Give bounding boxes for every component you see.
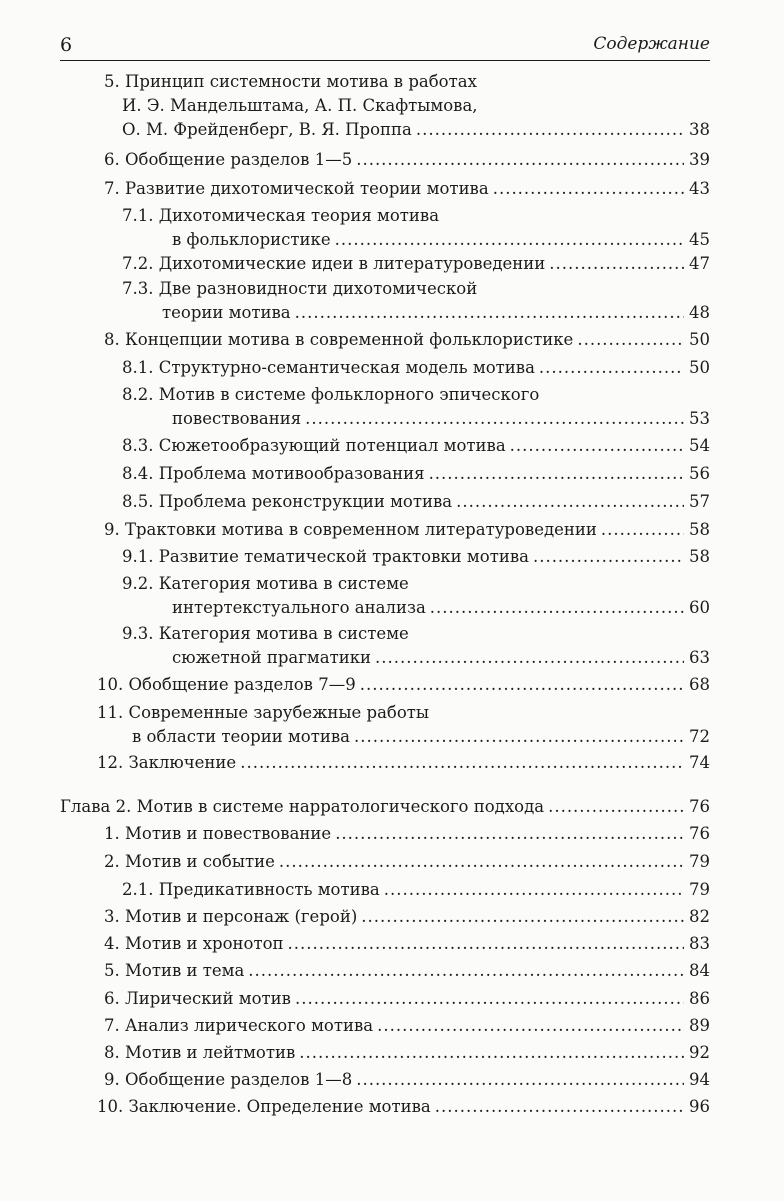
toc-entry <box>104 1014 710 1038</box>
dot-leader <box>577 328 684 352</box>
dot-leader <box>288 932 684 956</box>
toc-entry <box>104 328 710 352</box>
toc-page-number: 39 <box>689 150 710 169</box>
toc-page-number: 57 <box>689 492 710 511</box>
toc-entry-line: 8.2. Мотив в системе фольклорного эпического <box>122 385 540 404</box>
dot-leader <box>510 434 684 458</box>
toc-entry <box>122 277 710 325</box>
toc-page-number: 58 <box>689 520 710 539</box>
toc-page-number: 74 <box>689 753 710 772</box>
toc-entry-title: 8. Мотив и лейтмотив <box>104 1043 296 1062</box>
toc-page-number: 63 <box>689 648 710 667</box>
toc-page-number: 50 <box>689 358 710 377</box>
toc-entry-title: 5. Мотив и тема <box>104 961 245 980</box>
toc-page-number: 92 <box>689 1043 710 1062</box>
toc-entry-line: 7.1. Дихотомическая теория мотива <box>122 206 440 225</box>
toc-entry <box>104 959 710 983</box>
dot-leader <box>361 905 684 929</box>
toc-entry-title: О. М. Фрейденберг, В. Я. Проппа <box>122 120 412 139</box>
toc-entry <box>104 70 710 142</box>
toc-entry <box>104 822 710 846</box>
toc-entry-title: 7.2. Дихотомические идеи в литературоведении <box>122 254 546 273</box>
toc-entry-line: 11. Современные зарубежные работы <box>97 703 430 722</box>
toc-page-number: 83 <box>689 934 710 953</box>
toc-page-number: 45 <box>689 230 710 249</box>
toc-entry <box>104 932 710 956</box>
dot-leader <box>384 878 684 902</box>
toc-entry-title: 8.1. Структурно-семантическая модель мотива <box>122 358 535 377</box>
dot-leader <box>299 1041 684 1065</box>
toc-entry-title: 8.4. Проблема мотивообразования <box>122 464 425 483</box>
toc-entry-title: интертекстуального анализа <box>172 598 426 617</box>
dot-leader <box>248 959 684 983</box>
toc-entry <box>122 434 710 458</box>
toc-entry-line: 9.3. Категория мотива в системе <box>122 624 409 643</box>
toc-entry-title: в области теории мотива <box>132 727 350 746</box>
toc-page-number: 76 <box>689 824 710 843</box>
toc-entry-line: 9.2. Категория мотива в системе <box>122 574 409 593</box>
toc-entry-line: 5. Принцип системности мотива в работах <box>104 72 477 91</box>
dot-leader <box>533 545 684 569</box>
toc-entry <box>122 462 710 486</box>
toc-entry-title: 8.5. Проблема реконструкции мотива <box>122 492 453 511</box>
toc-entry-title: сюжетной прагматики <box>172 648 371 667</box>
toc-entry <box>97 701 710 749</box>
toc-entry-title: 2. Мотив и событие <box>104 852 275 871</box>
toc-entry <box>122 545 710 569</box>
toc-page-number: 68 <box>689 675 710 694</box>
toc-page-number: 50 <box>689 330 710 349</box>
toc-entry-title: Глава 2. Мотив в системе нарратологического подхода <box>60 797 545 816</box>
toc-page-number: 48 <box>689 303 710 322</box>
toc-entry-title: 10. Обобщение разделов 7—9 <box>97 675 356 694</box>
dot-leader <box>240 751 684 775</box>
toc-entry-title: 9.1. Развитие тематической трактовки мотива <box>122 547 529 566</box>
toc-page-number: 79 <box>689 880 710 899</box>
dot-leader <box>456 490 684 514</box>
toc-page-number: 84 <box>689 961 710 980</box>
toc-entry <box>104 987 710 1011</box>
toc-entry <box>104 850 710 874</box>
toc-entry-line: 7.3. Две разновидности дихотомической <box>122 279 478 298</box>
toc-page-number: 89 <box>689 1016 710 1035</box>
toc-page-number: 54 <box>689 436 710 455</box>
dot-leader <box>360 673 684 697</box>
dot-leader <box>435 1095 684 1119</box>
dot-leader <box>539 356 684 380</box>
toc-entry-title: 1. Мотив и повествование <box>104 824 332 843</box>
page-number: 6 <box>60 34 73 56</box>
toc-page-number: 82 <box>689 907 710 926</box>
dot-leader <box>548 795 684 819</box>
toc-entry <box>97 751 710 775</box>
toc-entry-title: повествования <box>172 409 302 428</box>
toc-page-number: 38 <box>689 120 710 139</box>
toc-entry <box>122 204 710 252</box>
toc-entry-title: 7. Развитие дихотомической теории мотива <box>104 179 489 198</box>
toc-entry <box>122 878 710 902</box>
toc-entry <box>104 1068 710 1092</box>
toc-entry <box>122 383 710 431</box>
dot-leader <box>430 596 684 620</box>
toc-entry-title: 2.1. Предикативность мотива <box>122 880 380 899</box>
toc-page-number: 94 <box>689 1070 710 1089</box>
dot-leader <box>493 177 684 201</box>
toc-entry-line: И. Э. Мандельштама, А. П. Скафтымова, <box>122 96 478 115</box>
dot-leader <box>335 228 684 252</box>
dot-leader <box>416 118 684 142</box>
toc-entry-title: теории мотива <box>162 303 291 322</box>
dot-leader <box>295 987 684 1011</box>
toc-entry-title: в фольклористике <box>172 230 331 249</box>
toc-entry-title: 8.3. Сюжетообразующий потенциал мотива <box>122 436 506 455</box>
toc-page-number: 79 <box>689 852 710 871</box>
toc-entry <box>122 490 710 514</box>
toc-entry-title: 12. Заключение <box>97 753 237 772</box>
toc-page-number: 58 <box>689 547 710 566</box>
toc-page-number: 86 <box>689 989 710 1008</box>
page-header <box>60 34 710 61</box>
toc-page-number: 72 <box>689 727 710 746</box>
toc-entry-title: 8. Концепции мотива в современной фольклористике <box>104 330 574 349</box>
toc-entry <box>97 673 710 697</box>
dot-leader <box>375 646 684 670</box>
dot-leader <box>335 822 684 846</box>
toc-page-number: 47 <box>689 254 710 273</box>
toc-entry-title: 3. Мотив и персонаж (герой) <box>104 907 358 926</box>
toc-page-number: 53 <box>689 409 710 428</box>
toc-entry <box>122 572 710 620</box>
toc-page-number: 56 <box>689 464 710 483</box>
toc-entry-title: 6. Лирический мотив <box>104 989 291 1008</box>
toc-entry <box>122 252 710 276</box>
toc-entry <box>104 1041 710 1065</box>
toc-entry <box>104 905 710 929</box>
dot-leader <box>279 850 684 874</box>
toc-page-number: 60 <box>689 598 710 617</box>
toc-chapter-entry <box>60 795 710 819</box>
toc-page-number: 43 <box>689 179 710 198</box>
toc-entry <box>104 177 710 201</box>
toc-entry <box>122 622 710 670</box>
toc-entry <box>104 148 710 172</box>
dot-leader <box>356 148 684 172</box>
toc-entry-title: 9. Обобщение разделов 1—8 <box>104 1070 353 1089</box>
dot-leader <box>354 725 684 749</box>
toc-entry <box>122 356 710 380</box>
dot-leader <box>429 462 684 486</box>
running-title: Содержание <box>593 34 710 54</box>
toc-entry <box>104 518 710 542</box>
dot-leader <box>356 1068 684 1092</box>
dot-leader <box>295 301 684 325</box>
dot-leader <box>549 252 684 276</box>
toc-page-number: 76 <box>689 797 710 816</box>
dot-leader <box>377 1014 684 1038</box>
dot-leader <box>601 518 684 542</box>
toc-page-number: 96 <box>689 1097 710 1116</box>
toc-entry <box>97 1095 710 1119</box>
toc-entry-title: 10. Заключение. Определение мотива <box>97 1097 431 1116</box>
toc-entry-title: 7. Анализ лирического мотива <box>104 1016 374 1035</box>
dot-leader <box>305 407 684 431</box>
toc-entry-title: 9. Трактовки мотива в современном литературоведении <box>104 520 597 539</box>
toc-entry-title: 4. Мотив и хронотоп <box>104 934 284 953</box>
toc-entry-title: 6. Обобщение разделов 1—5 <box>104 150 353 169</box>
